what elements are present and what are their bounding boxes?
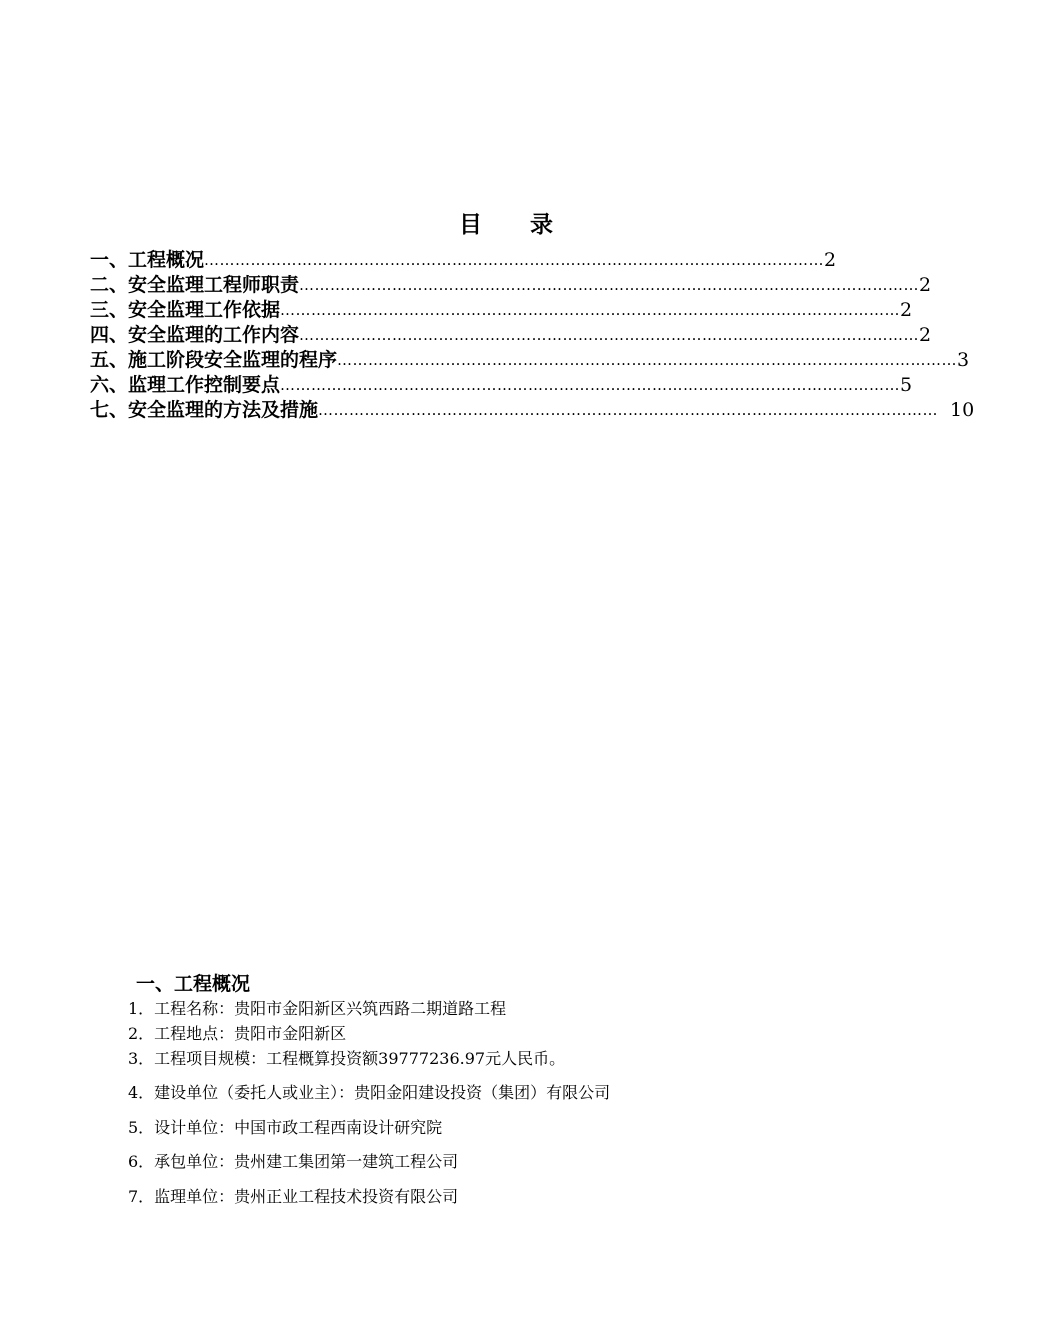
- section-heading: 一、工程概况: [136, 973, 251, 995]
- project-info-line: 1．工程名称：贵阳市金阳新区兴筑西路二期道路工程: [128, 999, 507, 1018]
- toc-entry-label: 二、安全监理工程师职责: [90, 274, 300, 296]
- table-of-contents: [90, 248, 975, 423]
- toc-entry[interactable]: [90, 323, 932, 348]
- toc-entry-label: 一、工程概况: [90, 249, 205, 271]
- toc-leader-dots: …………………………………………………………………………………………………………: [337, 351, 958, 369]
- project-info-line: 7．监理单位：贵州正业工程技术投资有限公司: [128, 1187, 459, 1206]
- toc-leader-dots: …………………………………………………………………………………………………………: [299, 326, 920, 344]
- toc-entry-label: 五、施工阶段安全监理的程序: [90, 349, 338, 371]
- toc-entry-label: 四、安全监理的工作内容: [90, 324, 300, 346]
- project-info-line: 2．工程地点：贵阳市金阳新区: [128, 1024, 347, 1043]
- toc-entry[interactable]: [90, 348, 970, 373]
- toc-entry[interactable]: [90, 273, 932, 298]
- toc-entry-page: 3: [957, 349, 970, 371]
- toc-leader-dots: …………………………………………………………………………………………………………: [318, 401, 939, 419]
- project-info-line: 5．设计单位：中国市政工程西南设计研究院: [128, 1118, 443, 1137]
- toc-entry[interactable]: [90, 298, 913, 323]
- toc-entry[interactable]: [90, 248, 837, 273]
- toc-entry[interactable]: [90, 373, 913, 398]
- toc-leader-dots: …………………………………………………………………………………………………………: [280, 301, 901, 319]
- toc-entry-page: 2: [900, 299, 913, 321]
- toc-entry-page: 2: [919, 324, 932, 346]
- toc-entry-label: 六、监理工作控制要点: [90, 374, 281, 396]
- toc-entry-page: 5: [900, 374, 913, 396]
- toc-leader-dots: …………………………………………………………………………………………………………: [204, 251, 825, 269]
- toc-leader-dots: …………………………………………………………………………………………………………: [280, 376, 901, 394]
- toc-entry-page: 2: [824, 249, 837, 271]
- toc-entry-label: 七、安全监理的方法及措施: [90, 399, 319, 421]
- project-info-line: 6．承包单位：贵州建工集团第一建筑工程公司: [128, 1152, 459, 1171]
- toc-entry-page: 10: [950, 399, 975, 421]
- toc-leader-dots: …………………………………………………………………………………………………………: [299, 276, 920, 294]
- toc-entry-page: 2: [919, 274, 932, 296]
- project-info-line: 4．建设单位（委托人或业主）：贵阳金阳建设投资（集团）有限公司: [128, 1083, 611, 1102]
- toc-entry-label: 三、安全监理工作依据: [90, 299, 281, 321]
- project-info-line: 3．工程项目规模：工程概算投资额39777236.97元人民币。: [128, 1049, 566, 1068]
- toc-entry[interactable]: [90, 398, 975, 423]
- toc-title: 目录: [459, 211, 601, 238]
